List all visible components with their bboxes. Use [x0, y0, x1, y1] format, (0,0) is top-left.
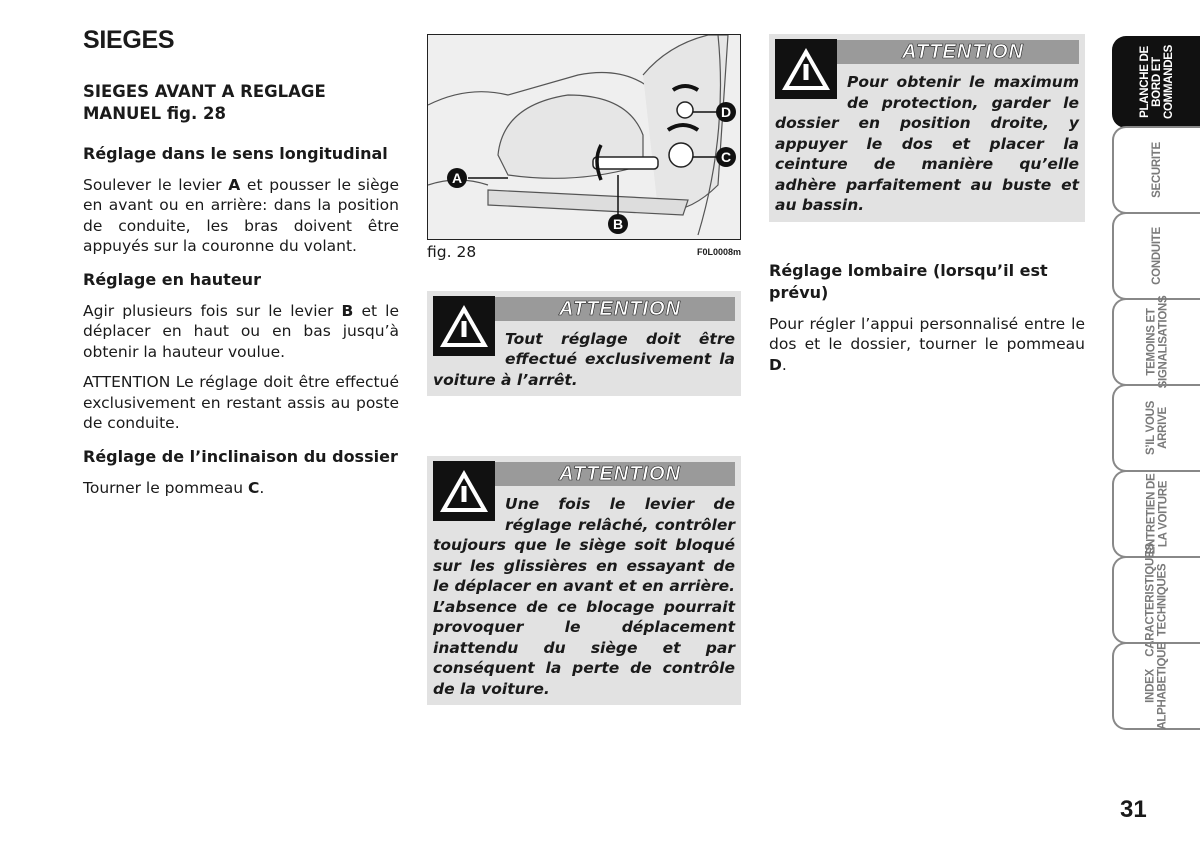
warning-box-2 [427, 456, 741, 705]
warning-header: ATTENTION [433, 297, 735, 321]
lever-b-shape [593, 157, 658, 169]
column-left [83, 26, 400, 510]
figure-code: F0L0008m [696, 247, 741, 257]
warning-triangle-icon [433, 461, 495, 521]
section-heading: Réglage dans le sens longitudinal [83, 143, 388, 163]
knob-d-shape [677, 102, 693, 118]
tab-caracteristiques[interactable]: CARACTERISTIQUES TECHNIQUES [1112, 556, 1200, 644]
page-number: 31 [1120, 796, 1147, 823]
warning-text: Une fois le levier de réglage relâché, contrôler toujours que le siège soit bloqué sur les glissières en essayant de le déplacer en avant et en arrière. L’absence de ce blocage pourrait provoquer le déplacement inattendu du siège et par conséquent la perte de contrôle de la voiture. [433, 495, 735, 698]
section-height [83, 269, 399, 434]
section-longitudinal [83, 143, 399, 257]
lumbar-heading: Réglage lombaire (lorsqu’il est prévu) [769, 260, 1048, 302]
tab-securite[interactable]: SECURITE [1112, 126, 1200, 214]
warning-triangle-icon [775, 39, 837, 99]
figure-caption [427, 242, 741, 263]
warning-header: ATTENTION [775, 40, 1079, 64]
warning-header: ATTENTION [433, 462, 735, 486]
tab-temoins[interactable]: TEMOINS ET SIGNALISATIONS [1112, 298, 1200, 386]
warning-box-1 [427, 291, 741, 397]
label-b: B [612, 216, 624, 232]
seat-figure [427, 34, 741, 240]
warning-triangle-icon [433, 296, 495, 356]
label-c: C [720, 149, 732, 165]
section-heading: Réglage en hauteur [83, 269, 261, 289]
label-d: D [720, 104, 732, 120]
warning-text: Tout réglage doit être effectué exclusivement la voiture à l’arrêt. [433, 329, 735, 389]
column-middle [427, 34, 741, 705]
tab-planche-de-bord[interactable]: PLANCHE DE BORD ET COMMANDES [1112, 36, 1200, 128]
section-heading: Réglage de l’inclinaison du dossier [83, 446, 398, 466]
chapter-tabs [1112, 36, 1200, 728]
lumbar-text: Pour régler l’appui personnalisé entre le dos et le dossier, tourner le pommeau D. [769, 314, 1085, 374]
label-a: A [451, 170, 463, 186]
page-title: SIEGES [83, 26, 175, 54]
seat-illustration [428, 35, 739, 238]
tab-index[interactable]: INDEX ALPHABETIQUE [1112, 642, 1200, 730]
column-right [769, 34, 1085, 385]
section-text: Soulever le levier A et pousser le siège en avant ou en arrière: dans la position de conduite, les bras doivent être appuyés sur la couronne du volant. [83, 175, 399, 255]
warning-text: Pour obtenir le maximum de protection, garder le dossier en position droite, y appuyer le dos et placer la ceinture de manière qu’elle adhère parfaitement au buste et au bassin. [775, 73, 1079, 214]
section-text: Tourner le pommeau C. [83, 478, 265, 497]
tab-sil-vous-arrive[interactable]: S’IL VOUS ARRIVE [1112, 384, 1200, 472]
section-backrest [83, 446, 399, 499]
section-text: Agir plusieurs fois sur le levier B et le déplacer en haut ou en bas jusqu’à obtenir la hauteur voulue. [83, 301, 400, 361]
knob-c-shape [669, 143, 693, 167]
warning-box-3 [769, 34, 1085, 222]
tab-conduite[interactable]: CONDUITE [1112, 212, 1200, 300]
subtitle: SIEGES AVANT A REGLAGE MANUEL fig. 28 [83, 81, 326, 123]
section-note: ATTENTION Le réglage doit être effectué exclusivement en restant assis au poste de conduite. [83, 373, 399, 432]
figure-number: fig. 28 [427, 243, 477, 261]
tab-entretien[interactable]: ENTRETIEN DE LA VOITURE [1112, 470, 1200, 558]
